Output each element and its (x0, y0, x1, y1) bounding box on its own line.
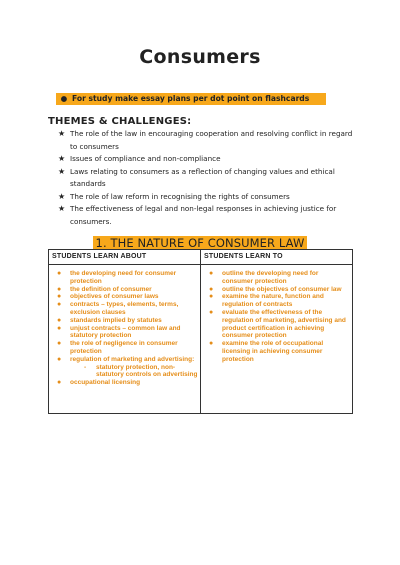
learn-to-item (207, 293, 350, 309)
learn-about-item-text: regulation of marketing and advertising: (70, 355, 195, 363)
theme-item-text: Laws relating to consumers as a reflection of changing values and ethical standards (70, 166, 335, 188)
bullet-icon: ● (209, 293, 214, 301)
learn-about-item-text: the definition of consumer (70, 285, 152, 293)
bullet-icon: ● (57, 270, 62, 277)
learn-to-item-text: outline the objectives of consumer law (222, 285, 342, 293)
dash-icon: - (84, 363, 87, 371)
learn-about-item-text: standards implied by statutes (70, 316, 162, 324)
learn-to-heading: STUDENTS LEARN TO (201, 250, 352, 265)
learn-to-item-text: outline the developing need for consumer protection (222, 270, 319, 285)
learn-about-item-text: the role of negligence in consumer protection (70, 340, 178, 355)
bullet-icon: ● (57, 316, 62, 324)
learn-about-item-text: unjust contracts – common law and statutory protection (70, 324, 181, 340)
star-icon: ★ (58, 204, 66, 213)
learn-about-item-text: the developing need for consumer protection (70, 270, 177, 285)
theme-item-text: Issues of compliance and non-compliance (70, 154, 221, 163)
learn-about-item (55, 317, 198, 325)
bullet-icon: ● (209, 270, 214, 277)
page-title: Consumers (139, 46, 261, 68)
learn-to-item-text: evaluate the effectiveness of the regulation of marketing, advertising and product certification in achieving consumer protection (222, 308, 346, 340)
star-icon: ★ (58, 191, 66, 201)
bullet-icon: ● (209, 340, 214, 348)
bullet-icon: ● (57, 324, 62, 332)
learn-about-item (55, 325, 198, 341)
learn-about-sub-item-text: statutory protection, non-statutory controls on advertising (96, 363, 198, 379)
learn-about-item-text: objectives of consumer laws (70, 293, 159, 301)
learn-about-item (55, 340, 198, 356)
bullet-icon: ● (209, 285, 214, 293)
learn-about-list (49, 265, 200, 387)
bullet-icon: ● (57, 379, 62, 387)
bullet-icon: ● (57, 340, 62, 348)
themes-heading: THEMES & CHALLENGES: (48, 116, 192, 127)
theme-item-text: The effectiveness of legal and non-legal responses in achieving justice for consumers. (70, 204, 337, 226)
learn-to-item (207, 309, 350, 340)
theme-item (58, 153, 358, 166)
learn-about-item (55, 301, 198, 317)
star-icon: ★ (58, 154, 66, 163)
bullet-icon: ● (209, 308, 214, 316)
learn-about-item (55, 356, 198, 379)
learn-about-sub-item (70, 364, 198, 380)
section-title-text: 1. THE NATURE OF CONSUMER LAW (93, 236, 308, 250)
theme-item-text: The role of the law in encouraging cooperation and resolving conflict in regard to consumers (70, 129, 353, 151)
syllabus-table (48, 249, 353, 414)
theme-item-text: The role of law reform in recognising the rights of consumers (70, 191, 290, 201)
bullet-icon: ● (57, 293, 62, 301)
learn-about-heading: STUDENTS LEARN ABOUT (49, 250, 200, 265)
bullet-icon: ● (57, 285, 62, 293)
theme-item (58, 166, 358, 191)
learn-about-item-text: contracts – types, elements, terms, exclusion clauses (70, 301, 179, 316)
learn-about-column (49, 250, 200, 413)
study-note (56, 93, 326, 105)
learn-about-item (55, 379, 198, 387)
learn-to-item-text: examine the nature, function and regulation of contracts (222, 293, 324, 309)
learn-about-item (55, 270, 198, 286)
bullet-icon: ● (57, 355, 62, 363)
learn-to-item (207, 270, 350, 286)
learn-to-list (201, 265, 352, 364)
learn-to-item-text: examine the role of occupational licensing in achieving consumer protection (222, 340, 324, 363)
learn-about-item-text: occupational licensing (70, 379, 141, 387)
study-note-text: For study make essay plans per dot point on flashcards (72, 94, 310, 103)
bullet-icon: ● (57, 301, 62, 309)
bullet-icon: ● (60, 94, 68, 103)
learn-to-item (207, 286, 350, 294)
learn-about-item (55, 293, 198, 301)
theme-item (58, 191, 358, 204)
learn-about-item (55, 286, 198, 294)
learn-to-item (207, 340, 350, 363)
star-icon: ★ (58, 166, 66, 176)
learn-about-sub-list (70, 364, 198, 380)
learn-to-column (200, 250, 352, 413)
theme-item (58, 203, 358, 228)
themes-list (58, 128, 358, 228)
theme-item (58, 128, 358, 153)
star-icon: ★ (58, 129, 66, 138)
